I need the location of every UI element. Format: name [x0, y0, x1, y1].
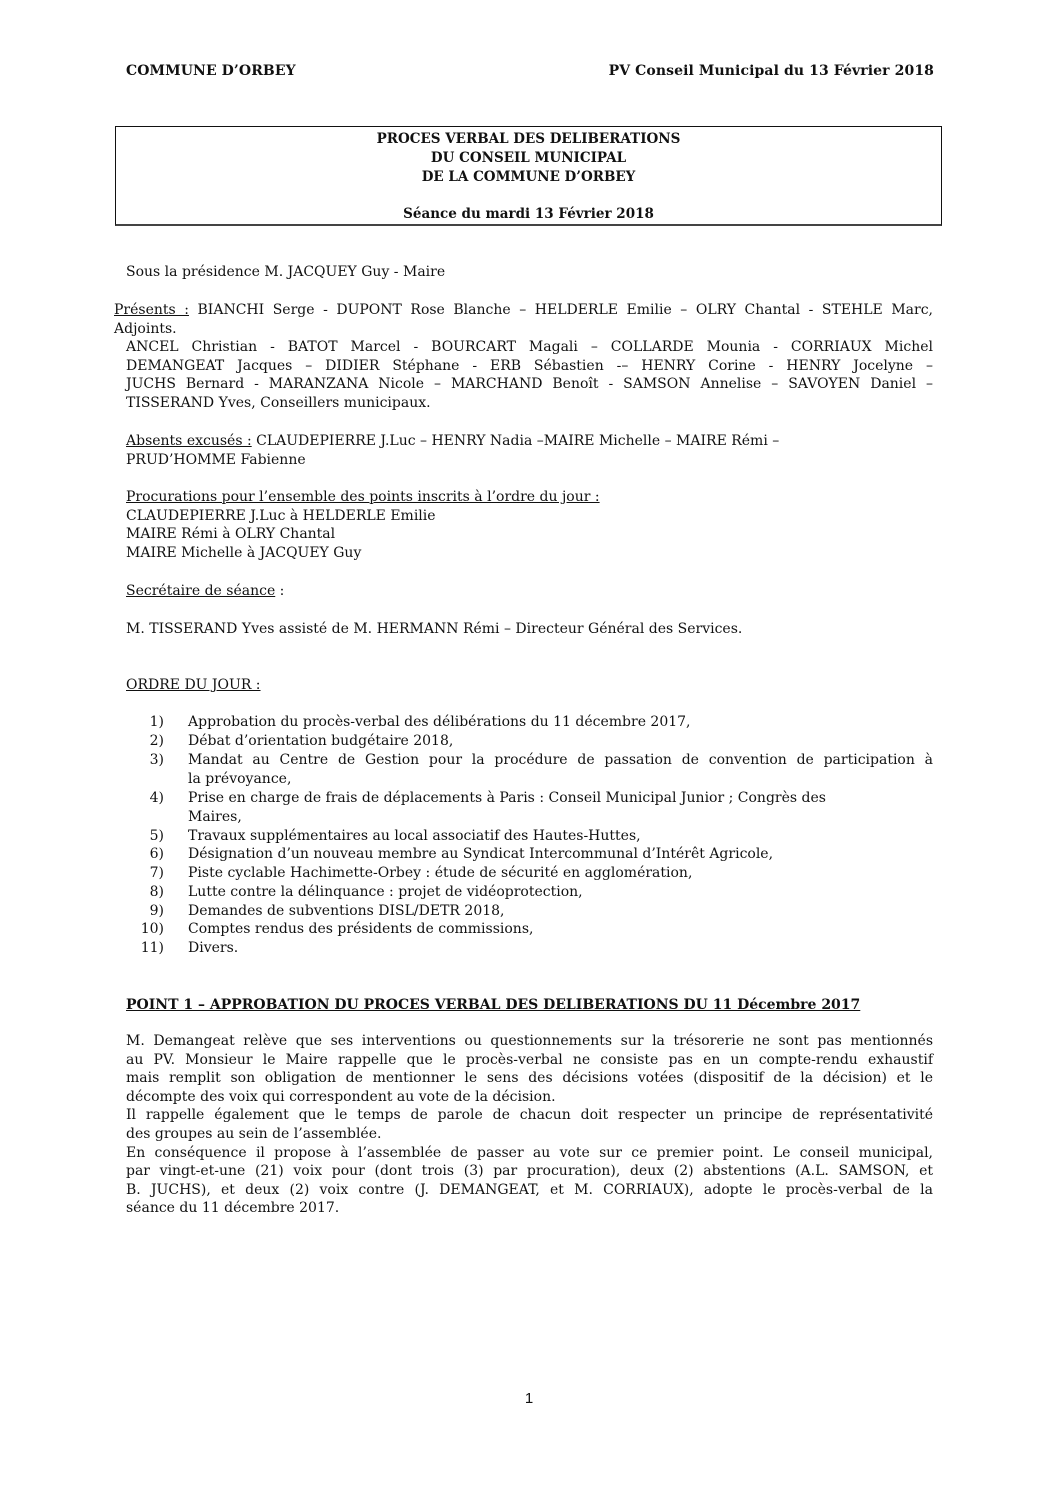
point-1-line: Il rappelle également que le temps de parole de chacun doit respecter un principe de représentativité: [126, 1107, 933, 1124]
title-line-3: DE LA COMMUNE D’ORBEY: [421, 169, 636, 185]
point-1-line: B. JUCHS), et deux (2) voix contre (J. DEMANGEAT, et M. CORRIAUX), adopte le procès-verbal de la: [126, 1181, 933, 1198]
agenda-item-text: Divers.: [188, 940, 239, 956]
point-1-line: au PV. Monsieur le Maire rappelle que le procès-verbal ne consiste pas en un compte-rendu exhaustif: [126, 1051, 933, 1068]
agenda-item-text-cont: Maires,: [188, 809, 242, 825]
conseillers-line: DEMANGEAT Jacques – DIDIER Stéphane - ERB Sébastien -– HENRY Corine - HENRY Jocelyne –: [126, 357, 933, 374]
title-box: [115, 126, 942, 226]
agenda-item-text: Débat d’orientation budgétaire 2018,: [188, 733, 454, 749]
agenda-item-text: Approbation du procès-verbal des délibérations du 11 décembre 2017,: [188, 714, 691, 730]
agenda-item-number: 6): [149, 846, 164, 862]
presidence: Sous la présidence M. JACQUEY Guy - Maire: [126, 264, 446, 280]
procuration-item: MAIRE Michelle à JACQUEY Guy: [126, 544, 362, 561]
agenda-item-text: Lutte contre la délinquance : projet de vidéoprotection,: [188, 884, 583, 900]
procurations-label: Procurations pour l’ensemble des points inscrits à l’ordre du jour :: [126, 489, 600, 505]
conseillers-line: JUCHS Bernard - MARANZANA Nicole – MARCHAND Benoît - SAMSON Annelise – SAVOYEN Daniel –: [126, 376, 933, 393]
absents-label: Absents excusés :: [126, 433, 252, 449]
agenda-item-text: Comptes rendus des présidents de commissions,: [188, 921, 534, 937]
agenda-item-number: 7): [149, 865, 164, 881]
agenda-item-number: 2): [149, 733, 164, 749]
presents-adjoints-suffix: Adjoints.: [114, 320, 177, 337]
agenda-item-text: Mandat au Centre de Gestion pour la procédure de passation de convention de participation à: [188, 752, 933, 768]
agenda-item-number: 10): [140, 921, 164, 937]
title-line-1: PROCES VERBAL DES DELIBERATIONS: [376, 131, 681, 147]
header-commune: COMMUNE D’ORBEY: [126, 63, 296, 79]
agenda-item-text: Désignation d’un nouveau membre au Syndicat Intercommunal d’Intérêt Agricole,: [188, 846, 774, 862]
conseillers-line: TISSERAND Yves, Conseillers municipaux.: [126, 394, 431, 411]
agenda-item-text: Demandes de subventions DISL/DETR 2018,: [188, 903, 505, 919]
point-1-body: [126, 1032, 933, 1218]
point-1-line: séance du 11 décembre 2017.: [126, 1200, 340, 1217]
agenda-item-number: 4): [149, 790, 164, 806]
absents-line-2: PRUD’HOMME Fabienne: [126, 451, 306, 468]
point-1-line: M. Demangeat relève que ses interventions ou questionnements sur la trésorerie ne sont pas mentionnés: [126, 1033, 933, 1049]
point-1-line: mais remplit son obligation de mentionner le sens des décisions votées (dispositif de la décision) et le: [126, 1070, 933, 1087]
secretaire-colon: :: [275, 583, 285, 599]
point-1-line: En conséquence il propose à l’assemblée de passer au vote sur ce premier point. Le conseil municipal,: [126, 1144, 933, 1161]
point-1-line: des groupes au sein de l’assemblée.: [126, 1125, 382, 1142]
absents-section: [126, 432, 933, 469]
point-1-line: décompte des voix qui correspondent au vote de la décision.: [126, 1088, 556, 1105]
agenda-item-number: 9): [149, 903, 164, 919]
conseillers-list: [126, 338, 933, 412]
agenda-item-number: 11): [140, 940, 164, 956]
secretaire-label: Secrétaire de séance: [126, 583, 276, 599]
point-1-title: POINT 1 – APPROBATION DU PROCES VERBAL DES DELIBERATIONS DU 11 Décembre 2017: [126, 997, 861, 1013]
agenda-item-text: Prise en charge de frais de déplacements à Paris : Conseil Municipal Junior ; Congrès des: [188, 790, 826, 806]
title-line-2: DU CONSEIL MUNICIPAL: [430, 150, 627, 166]
page-number: 1: [524, 1390, 534, 1407]
procurations-section: [126, 488, 933, 562]
procuration-item: CLAUDEPIERRE J.Luc à HELDERLE Emilie: [126, 507, 436, 524]
agenda-item-number: 5): [149, 828, 164, 844]
conseillers-line: ANCEL Christian - BATOT Marcel - BOURCART Magali – COLLARDE Mounia - CORRIAUX Michel: [126, 339, 933, 355]
header-pv-title: PV Conseil Municipal du 13 Février 2018: [608, 63, 934, 79]
presents-label: Présents :: [114, 302, 189, 318]
ordre-du-jour-label: ORDRE DU JOUR :: [126, 677, 261, 693]
presents-adjoints: BIANCHI Serge - DUPONT Rose Blanche – HELDERLE Emilie – OLRY Chantal - STEHLE Marc,: [188, 302, 933, 318]
agenda-item-text: Travaux supplémentaires au local associatif des Hautes-Huttes,: [188, 828, 641, 844]
point-1-line: par vingt-et-une (21) voix pour (dont trois (3) par procuration), deux (2) abstentions (A.L. SAMSON, et: [126, 1163, 933, 1180]
presents-section: [114, 301, 933, 338]
agenda-item-number: 1): [149, 714, 164, 730]
agenda-item-number: 3): [149, 752, 164, 768]
procuration-item: MAIRE Rémi à OLRY Chantal: [126, 526, 336, 543]
secretaire-text: M. TISSERAND Yves assisté de M. HERMANN Rémi – Directeur Général des Services.: [126, 621, 743, 637]
agenda-item-text-cont: la prévoyance,: [188, 771, 292, 787]
agenda-item-text: Piste cyclable Hachimette-Orbey : étude de sécurité en agglomération,: [188, 865, 693, 881]
agenda-item-number: 8): [149, 884, 164, 900]
secretaire-label-line: [126, 582, 933, 601]
seance-date: Séance du mardi 13 Février 2018: [403, 206, 654, 222]
absents-line-1: CLAUDEPIERRE J.Luc – HENRY Nadia –MAIRE Michelle – MAIRE Rémi –: [251, 433, 780, 449]
